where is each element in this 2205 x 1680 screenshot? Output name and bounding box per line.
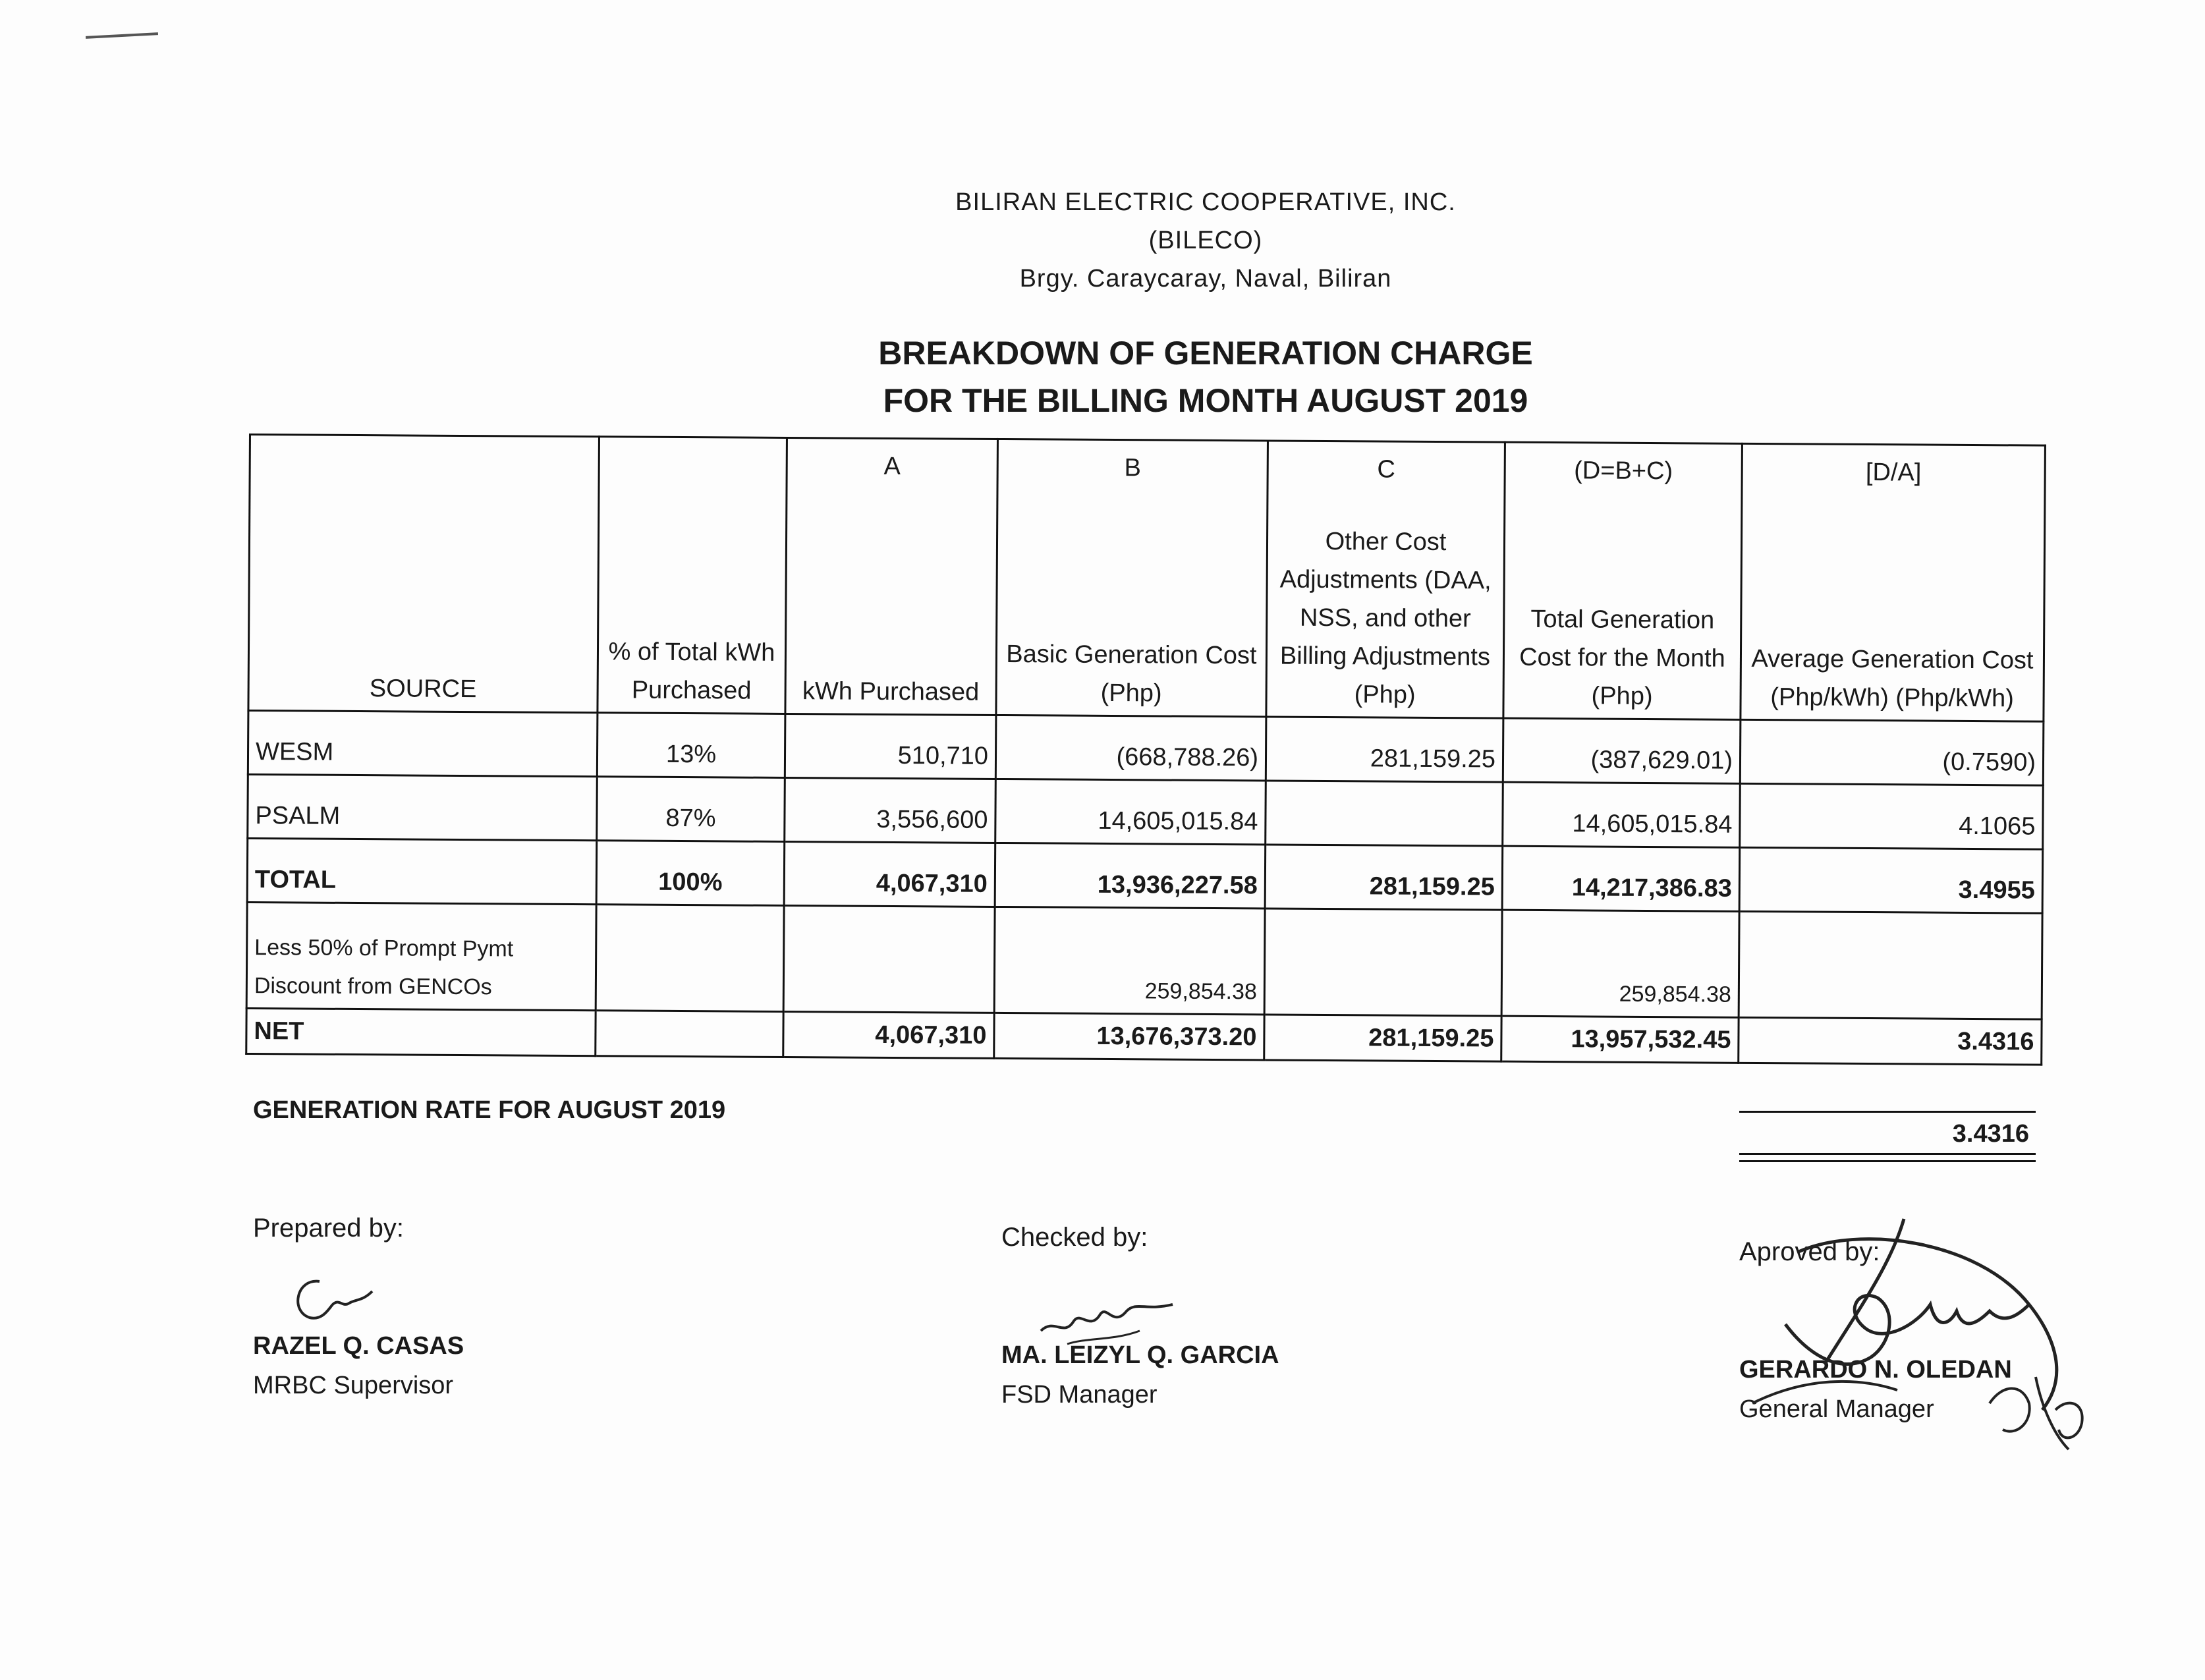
cell-source: TOTAL [247,838,597,904]
cell-pct: 13% [597,713,785,778]
cell-pct [596,905,784,1012]
cell-avg: (0.7590) [1740,719,2044,785]
cell-total: 14,605,015.84 [1503,782,1741,847]
cell-basic: 14,605,015.84 [995,779,1266,845]
approved-by-title: General Manager [1739,1395,1934,1423]
prepared-by-name: RAZEL Q. CASAS [253,1332,464,1360]
approved-by-name: GERARDO N. OLEDAN [1739,1356,2012,1384]
column-letter-a: A [883,452,901,481]
checked-by-label: Checked by: [1001,1223,1148,1252]
table-row [248,774,2044,849]
header-source: SOURCE [248,435,600,713]
org-name: BILIRAN ELECTRIC COOPERATIVE, INC. [955,188,1456,216]
cell-avg: 4.1065 [1740,783,2044,849]
cell-total: 13,957,532.45 [1501,1016,1739,1063]
cell-total: 14,217,386.83 [1502,846,1740,911]
cell-avg [1739,911,2042,1019]
rate-top-rule [1739,1111,2036,1113]
column-letter-d: (D=B+C) [1574,457,1673,486]
cell-total: 259,854.38 [1501,910,1739,1017]
cell-other: 281,159.25 [1266,717,1503,782]
cell-source: WESM [248,711,598,777]
document-title [725,329,1687,424]
table-row-discount [246,902,2042,1019]
column-letter-e: [D/A] [1865,458,1922,487]
prepared-by-label: Prepared by: [253,1214,405,1243]
checked-by-title: FSD Manager [1001,1381,1158,1409]
column-letter-b: B [1124,454,1142,482]
header-avg: [D/A] Average Generation Cost (Php/kWh) (Php/kWh) [1741,443,2046,721]
cell-basic: 259,854.38 [994,907,1265,1015]
title-line-2: FOR THE BILLING MONTH AUGUST 2019 [883,382,1528,419]
letterhead [810,183,1601,298]
column-letter-c: C [1377,455,1396,484]
cell-kwh: 3,556,600 [785,777,996,843]
cell-avg: 3.4955 [1739,847,2043,913]
prepared-signature-mark [283,1272,382,1331]
cell-kwh: 4,067,310 [784,841,995,907]
header-basic: B Basic Generation Cost (Php) [996,439,1268,716]
generation-rate-value: 3.4316 [1952,1120,2029,1148]
cell-pct: 87% [597,777,785,842]
org-address: Brgy. Caraycaray, Naval, Biliran [1019,265,1392,293]
cell-basic: (668,788.26) [995,715,1266,781]
cell-other: 281,159.25 [1265,845,1503,910]
cell-basic: 13,676,373.20 [994,1013,1264,1060]
table-header-row [248,435,2046,722]
header-kwh: A kWh Purchased [785,437,998,715]
cell-pct [596,1011,783,1057]
rate-double-underline [1739,1153,2036,1162]
cell-avg: 3.4316 [1739,1017,2042,1065]
org-abbr: (BILECO) [1148,227,1263,254]
table-row-total [247,838,2043,913]
header-pct: % of Total kWh Purchased [598,437,787,714]
cell-total: (387,629.01) [1503,718,1741,783]
cell-basic: 13,936,227.58 [995,843,1266,909]
title-line-1: BREAKDOWN OF GENERATION CHARGE [878,335,1533,372]
generation-rate-label: GENERATION RATE FOR AUGUST 2019 [253,1096,726,1124]
cell-other [1264,909,1502,1016]
cell-pct: 100% [596,841,785,906]
cell-source: Less 50% of Prompt Pymt Discount from GENCOs [246,902,596,1010]
approved-signature-mark [1726,1212,2095,1463]
cell-source: PSALM [248,774,598,840]
scan-artifact [86,32,158,39]
cell-kwh: 4,067,310 [783,1011,994,1058]
header-other: C Other Cost Adjustments (DAA, NSS, and other Billing Adjustments (Php) [1266,441,1505,718]
prepared-by-title: MRBC Supervisor [253,1372,454,1399]
table-row [248,711,2044,786]
approved-by-label: Aproved by: [1739,1237,1880,1266]
cell-other [1266,781,1503,846]
cell-kwh [783,905,995,1013]
header-total: (D=B+C) Total Generation Cost for the Month (Php) [1503,442,1743,719]
cell-other: 281,159.25 [1264,1015,1501,1061]
cell-source: NET [246,1008,596,1055]
cell-kwh: 510,710 [785,714,996,779]
generation-charge-table [245,434,2046,1066]
checked-by-name: MA. LEIZYL Q. GARCIA [1001,1341,1279,1369]
